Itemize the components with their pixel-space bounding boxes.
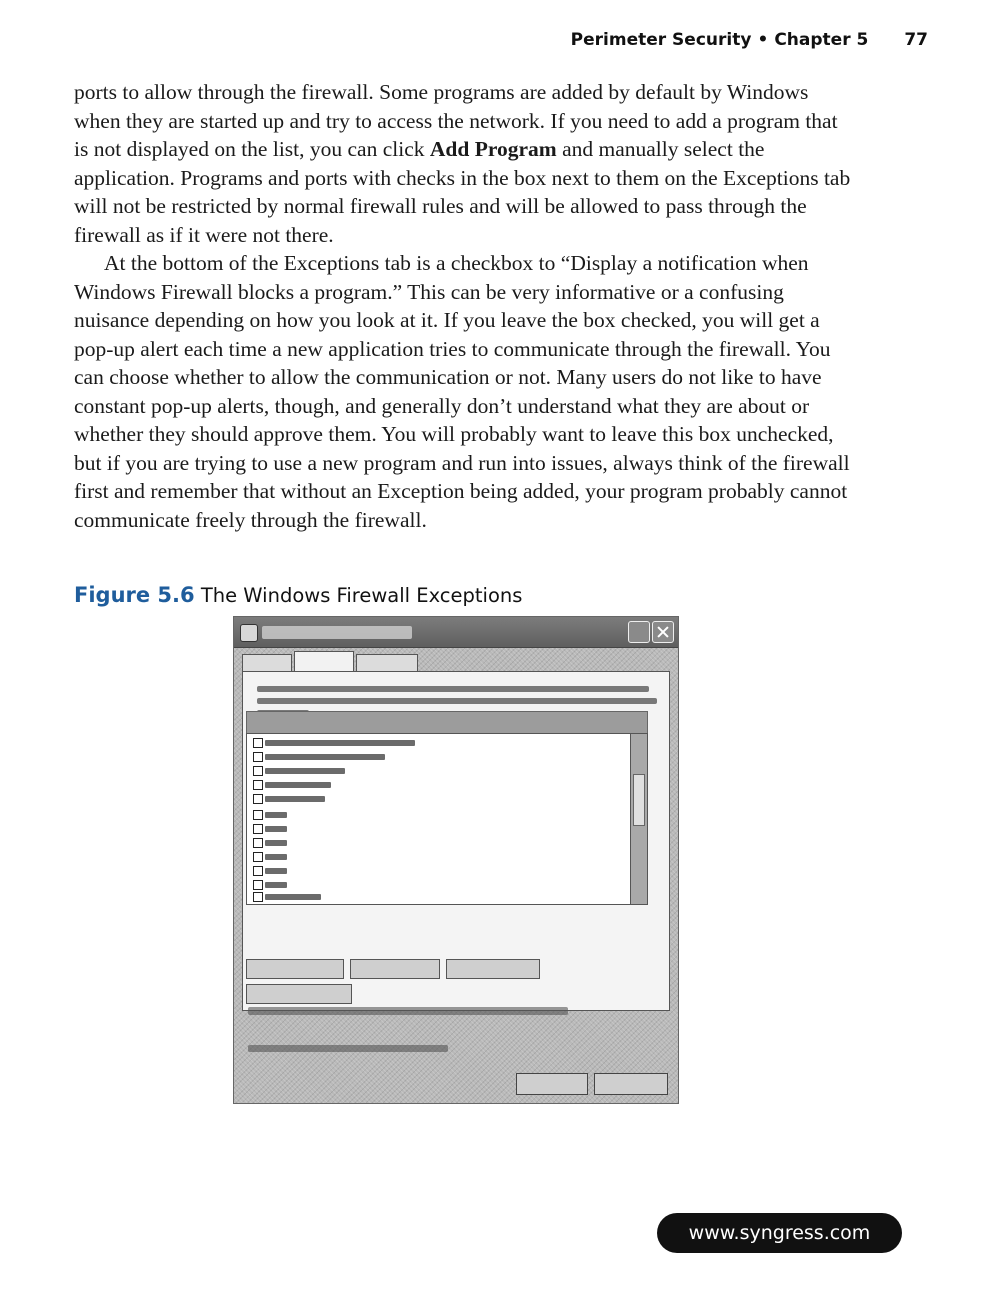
list-item-label — [265, 768, 345, 774]
tab-general — [242, 654, 292, 671]
list-item-label — [265, 894, 321, 900]
list-item-label — [265, 782, 331, 788]
firewall-exceptions-screenshot — [233, 616, 679, 1104]
list-item-label — [265, 868, 287, 874]
description-line — [257, 686, 649, 692]
checkbox-icon — [253, 866, 263, 876]
checkbox-icon — [253, 794, 263, 804]
checkbox-icon — [253, 824, 263, 834]
programs-list-header — [246, 711, 648, 735]
paragraph-2: At the bottom of the Exceptions tab is a checkbox to “Display a notification when Windows Firewall blocks a program.” This can be very informative or a confusing nuisance depending on how you look at it. If you leave the box checked, you will get a pop-up alert each time a new application tries to communicate through the firewall. You can choose whether to allow the communication or not. Many users do not like to have constant pop-up alerts, though, and generally don’t understand what they are about or whether they should approve them. You will probably want to leave this box unchecked, but if you are trying to use a new program and run into issues, always think of the firewall first and remember that without an Exception being added, your program probably cannot communicate freely through the firewall. — [74, 251, 850, 532]
cancel-button — [594, 1073, 668, 1095]
checkbox-icon — [253, 892, 263, 902]
paragraph-1 — [74, 78, 854, 249]
checkbox-icon — [253, 738, 263, 748]
list-scrollbar — [630, 733, 648, 905]
running-head-separator: • — [757, 30, 769, 50]
figure-caption-text: The Windows Firewall Exceptions — [200, 584, 523, 607]
scrollbar-thumb — [633, 774, 645, 826]
list-buttons — [246, 959, 656, 979]
figure-label: Figure 5.6 — [74, 583, 195, 607]
checkbox-icon — [253, 780, 263, 790]
help-button — [628, 621, 650, 643]
running-head-chapter: Chapter 5 — [774, 30, 869, 50]
firewall-icon — [240, 624, 258, 642]
checkbox-icon — [253, 752, 263, 762]
running-head — [571, 30, 928, 50]
checkbox-icon — [253, 880, 263, 890]
delete-button — [246, 984, 352, 1004]
description-line — [257, 698, 657, 704]
add-program-button — [246, 959, 344, 979]
list-item-label — [265, 840, 287, 846]
dialog-titlebar — [234, 617, 678, 648]
running-head-section: Perimeter Security — [570, 30, 752, 50]
checkbox-icon — [253, 766, 263, 776]
list-item-label — [265, 854, 287, 860]
display-notification-checkbox — [248, 1007, 568, 1015]
tab-advanced — [356, 654, 418, 671]
add-program-term: Add Program — [429, 137, 557, 161]
dialog-title-blurred — [262, 626, 412, 639]
publisher-url: www.syngress.com — [657, 1213, 902, 1253]
list-item-label — [265, 812, 287, 818]
risk-link — [248, 1045, 448, 1052]
list-item-label — [265, 754, 385, 760]
list-item-label — [265, 882, 287, 888]
list-item-label — [265, 740, 415, 746]
paragraph-1-start: ports to allow through the firewall. Some programs are added by default by Windows when they are started up and try to access the network. If you need to add a program that is not displayed on the list, you can click — [74, 80, 838, 161]
checkbox-icon — [253, 838, 263, 848]
checkbox-icon — [253, 810, 263, 820]
page-number: 77 — [904, 30, 928, 50]
tab-exceptions — [294, 651, 354, 671]
dialog-tabs — [242, 651, 420, 671]
paragraph-1-end: and manually select the application. Programs and ports with checks in the box next to them on the Exceptions tab will not be restricted by normal firewall rules and will be allowed to pass through the firewall as if it were not there. — [74, 137, 851, 247]
figure-caption — [74, 583, 522, 607]
close-icon — [652, 621, 674, 643]
programs-listbox — [246, 733, 632, 905]
checkbox-icon — [253, 852, 263, 862]
body-text — [74, 78, 854, 534]
ok-button — [516, 1073, 588, 1095]
add-port-button — [350, 959, 440, 979]
edit-button — [446, 959, 540, 979]
list-item-label — [265, 826, 287, 832]
list-item-label — [265, 796, 325, 802]
